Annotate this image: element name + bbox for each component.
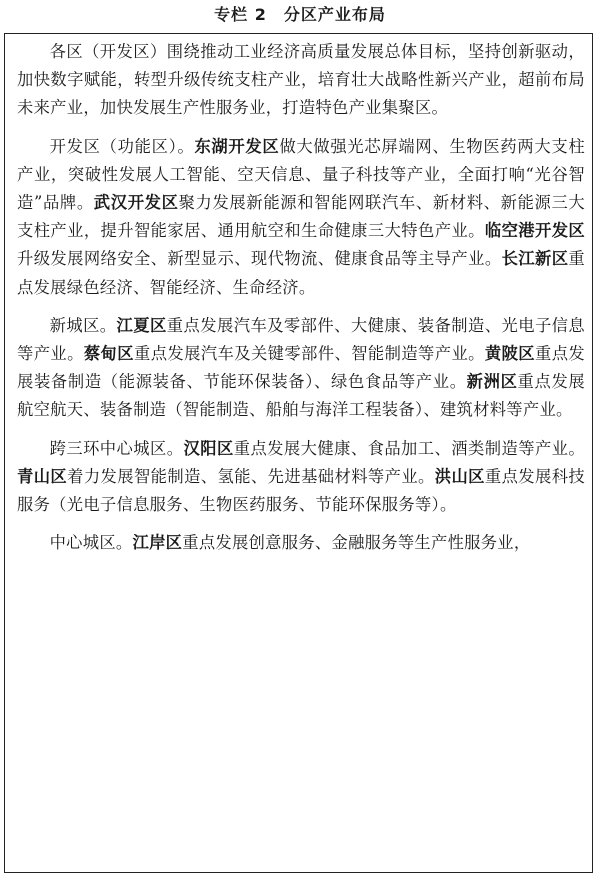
section-label: 中心城区。	[49, 533, 133, 553]
section-label: 跨三环中心城区。	[49, 438, 184, 458]
district-name: 汉阳区	[183, 438, 234, 458]
district-name: 黄陂区	[484, 344, 536, 364]
section-label: 开发区（功能区）。	[49, 136, 195, 156]
box-title: 专栏 2 分区产业布局	[214, 5, 386, 24]
text-segment: 重点发展汽车及零部件、大健康、装备制造、光电子信息等产业。	[17, 315, 586, 364]
text-segment: 升级发展网络安全、新型显示、现代物流、健康食品等主导产业。	[17, 249, 502, 269]
text-segment: 重点发展创意服务、金融服务等生产性服务业，	[182, 533, 531, 553]
district-name: 东湖开发区	[194, 136, 280, 156]
district-name: 江夏区	[116, 315, 167, 335]
text-segment: 重点发展绿色经济、智能经济、生命经济。	[17, 249, 585, 297]
text-segment: 重点发展科技服务（光电子信息服务、生物医药服务、节能环保服务等）。	[17, 466, 586, 515]
paragraph-central-districts	[17, 529, 585, 557]
text-segment: 重点发展大健康、食品加工、酒类制造等产业。	[233, 438, 585, 458]
district-name: 蔡甸区	[83, 344, 134, 364]
district-name: 新洲区	[466, 372, 518, 392]
section-label: 新城区。	[49, 315, 117, 335]
paragraph-overview	[17, 38, 585, 123]
paragraph-new-urban-districts	[17, 312, 585, 425]
district-name: 洪山区	[434, 466, 485, 486]
column-content	[17, 38, 585, 567]
district-name: 长江新区	[501, 249, 569, 269]
district-name: 临空港开发区	[484, 221, 585, 241]
text-segment: 重点发展航空航天、装备制造（智能制造、船舶与海洋工程装备）、建筑材料等产业。	[17, 372, 585, 420]
text-segment: 重点发展装备制造（能源装备、节能环保装备）、绿色食品等产业。	[17, 344, 586, 392]
text-segment: 各区（开发区）围绕推动工业经济高质量发展总体目标，坚持创新驱动，加快数字赋能，转型升级传统支柱产业，培育壮大战略性新兴产业，超前布局未来产业，加快发展生产性服务业，打造特色产业集聚区。	[17, 42, 585, 118]
district-name: 青山区	[17, 466, 68, 486]
district-name: 江岸区	[132, 533, 183, 553]
text-segment: 着力发展智能制造、氢能、先进基础材料等产业。	[67, 466, 435, 486]
paragraph-development-zones	[17, 133, 585, 302]
text-segment: 重点发展汽车及关键零部件、智能制造等产业。	[133, 344, 485, 364]
paragraph-cross-ring-districts	[17, 435, 585, 520]
text-segment: 做大做强光芯屏端网、生物医药两大支柱产业，突破性发展人工智能、空天信息、量子科技等产业，全面打响“光谷智造”品牌。	[17, 136, 585, 213]
text-segment: 聚力发展新能源和智能网联汽车、新材料、新能源三大支柱产业，提升智能家居、通用航空和生命健康三大特色产业。	[17, 193, 585, 241]
district-name: 武汉开发区	[93, 193, 179, 213]
